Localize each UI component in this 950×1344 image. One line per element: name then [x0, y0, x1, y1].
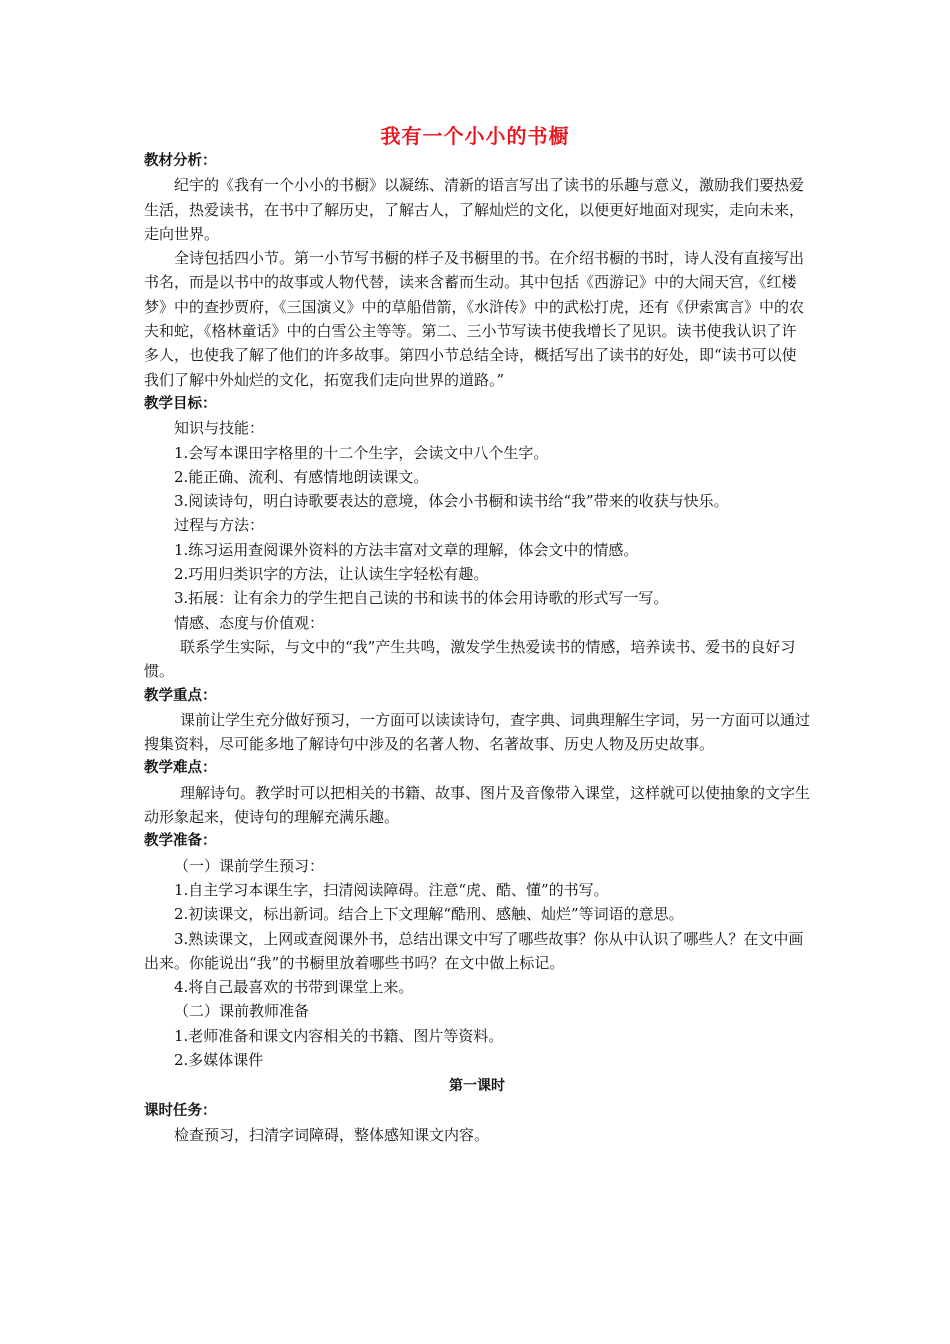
subheading: （二）课前教师准备	[174, 1002, 310, 1021]
list-item: 3.阅读诗句，明白诗歌要表达的意境，体会小书橱和读书给“我”带来的收获与快乐。	[174, 492, 729, 511]
paragraph: 理解诗句。教学时可以把相关的书籍、故事、图片及音像带入课堂，这样就可以使抽象的文字生动形象起来，使诗句的理解充满乐趣。	[144, 783, 811, 827]
paragraph: 纪宇的《我有一个小小的书橱》以凝练、清新的语言写出了读书的乐趣与意义，激励我们要热爱生活，热爱读书，在书中了解历史，了解古人，了解灿烂的文化，以便更好地面对现实，走向未来，走向世界。	[144, 176, 805, 243]
list-item: 1.会写本课田字格里的十二个生字，会读文中八个生字。	[174, 443, 549, 462]
list-item: 3.熟读课文，上网或查阅课外书，总结出课文中写了哪些故事？你从中认识了哪些人？在文中画出来。你能说出“我”的书橱里放着哪些书吗？在文中做上标记。	[144, 929, 804, 972]
subheading: 知识与技能：	[174, 419, 265, 438]
paragraph: 检查预习，扫清字词障碍，整体感知课文内容。	[174, 1125, 490, 1144]
list-item: 2.巧用归类识字的方法，让认读生字轻松有趣。	[174, 565, 489, 584]
section-heading-goals: 教学目标：	[144, 394, 217, 412]
document-body	[144, 149, 810, 1147]
section-heading-key: 教学重点：	[144, 686, 217, 704]
list-item: 2.初读课文，标出新词。结合上下文理解“酷刑、感触、灿烂”等词语的意思。	[174, 905, 684, 924]
document-title: 我有一个小小的书橱	[380, 124, 570, 148]
lesson-heading: 第一课时	[449, 1078, 505, 1095]
paragraph: 联系学生实际，与文中的“我”产生共鸣，激发学生热爱读书的情感，培养读书、爱书的良好习惯。	[144, 637, 796, 681]
paragraph: 课前让学生充分做好预习，一方面可以读读诗句，查字典、词典理解生字词，另一方面可以通过搜集资料，尽可能多地了解诗句中涉及的名著人物、名著故事、历史人物及历史故事。	[144, 710, 811, 754]
paragraph: 全诗包括四小节。第一小节写书橱的样子及书橱里的书。在介绍书橱的书时，诗人没有直接写出书名，而是以书中的故事或人物代替，读来含蓄而生动。其中包括《西游记》中的大闹天宫，《红楼梦》中的查抄贾府，《三国演义》中的草船借箭，《水浒传》中的武松打虎，还有《伊索寓言》中的农夫和蛇，《格林童话》中的白雪公主等等。第二、三小节写读书使我增长了见识。读书使我认识了许多人，也使我了解了他们的许多故事。第四小节总结全诗，概括写出了读书的好处，即“读书可以使我们了解中外灿烂的文化，拓宽我们走向世界的道路。”	[144, 249, 805, 389]
list-item: 2.能正确、流利、有感情地朗读课文。	[174, 467, 429, 486]
subheading: 过程与方法：	[174, 516, 265, 535]
list-item: 1.自主学习本课生字，扫清阅读障碍。注意“虎、酷、懂”的书写。	[174, 880, 609, 899]
list-item: 3.拓展：让有余力的学生把自己读的书和读书的体会用诗歌的形式写一写。	[174, 589, 669, 608]
section-heading-prep: 教学准备：	[144, 832, 217, 850]
list-item: 4.将自己最喜欢的书带到课堂上来。	[174, 978, 414, 997]
list-item: 1.练习运用查阅课外资料的方法丰富对文章的理解，体会文中的情感。	[174, 540, 639, 559]
subheading: （一）课前学生预习：	[174, 856, 325, 875]
section-heading-analysis: 教材分析：	[144, 152, 217, 169]
section-heading-task: 课时任务：	[144, 1101, 217, 1119]
list-item: 2.多媒体课件	[174, 1050, 264, 1069]
subheading: 情感、态度与价值观：	[174, 613, 325, 632]
list-item: 1.老师准备和课文内容相关的书籍、图片等资料。	[174, 1026, 504, 1045]
section-heading-difficulty: 教学难点：	[144, 759, 217, 777]
